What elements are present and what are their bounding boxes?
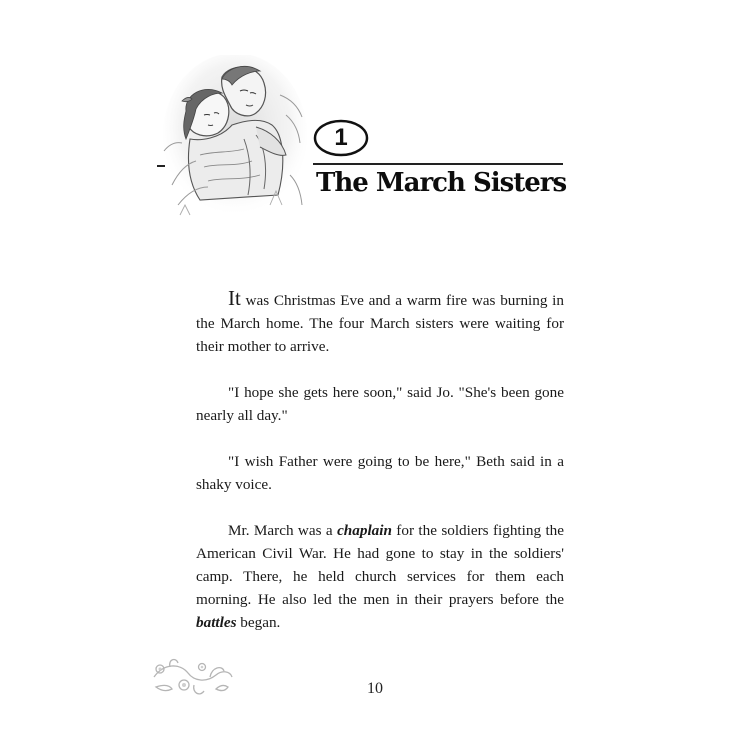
chapter-number-badge [313,119,369,157]
paragraph-text: for the soldiers fighting the American Civil War. He had gone to stay in the soldiers' camp. There, he held church services for them each morning. He also led the men in their prayers before the [196,522,564,608]
vocab-word: chaplain [337,522,392,539]
paragraph-text: "I wish Father were going to be here," Beth said in a shaky voice. [196,453,564,493]
paragraph [196,519,564,634]
floral-vine-ornament [150,655,235,700]
paragraph [196,381,564,427]
chapter-title: The March Sisters [316,168,567,198]
paragraph-text: Mr. March was a [228,522,338,539]
header-dash [157,165,165,167]
vocab-word: battles [196,614,237,631]
chapter-title-rule [313,163,563,165]
embracing-couple-illustration [160,55,310,225]
paragraph [196,450,564,496]
paragraph [196,288,564,358]
page-number: 10 [367,680,383,697]
paragraph-text: "I hope she gets here soon," said Jo. "She's been gone nearly all day." [196,384,564,424]
chapter-body [196,288,564,634]
opening-word: It [228,286,241,310]
paragraph-text: was Christmas Eve and a warm fire was burning in the March home. The four March sisters were waiting for their mother to arrive. [196,292,564,355]
chapter-number: 1 [334,124,348,151]
paragraph-text: began. [236,614,281,631]
